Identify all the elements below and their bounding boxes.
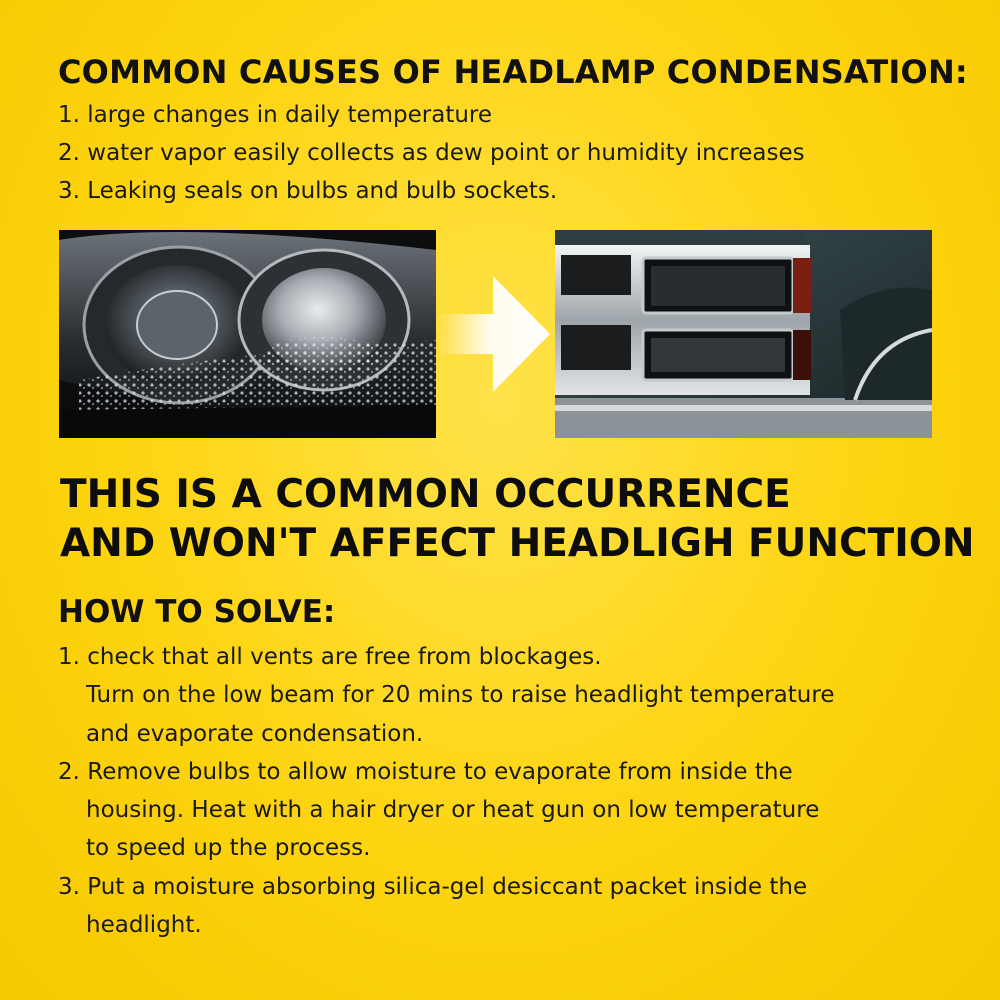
right-arrow-icon [438,276,553,392]
cause-item-1: 1. large changes in daily temperature [58,102,493,128]
causes-list [58,96,958,210]
solve-line-8: headlight. [86,912,202,939]
solve-line-4: 2. Remove bulbs to allow moisture to evaporate from inside the [58,758,793,785]
solve-list [58,638,958,944]
foggy-headlight-photo [59,230,436,438]
cause-item-2: 2. water vapor easily collects as dew point or humidity increases [58,140,805,166]
solve-heading: HOW TO SOLVE: [58,594,336,630]
occurrence-statement [60,470,975,568]
solve-line-5: housing. Heat with a hair dryer or heat gun on low temperature [86,797,820,824]
solve-line-6: to speed up the process. [86,835,371,862]
solve-line-2: Turn on the low beam for 20 mins to raise headlight temperature [86,682,835,709]
statement-line-1: THIS IS A COMMON OCCURRENCE [60,472,791,517]
solve-line-3: and evaporate condensation. [86,720,424,747]
solve-line-1: 1. check that all vents are free from blockages. [58,644,602,670]
solve-line-7: 3. Put a moisture absorbing silica-gel desiccant packet inside the [58,873,808,900]
truck-headlights-photo [555,230,932,438]
statement-line-2: AND WON'T AFFECT HEADLIGH FUNCTION [60,521,975,566]
causes-heading: COMMON CAUSES OF HEADLAMP CONDENSATION: [58,53,968,91]
cause-item-3: 3. Leaking seals on bulbs and bulb sockets. [58,178,558,204]
